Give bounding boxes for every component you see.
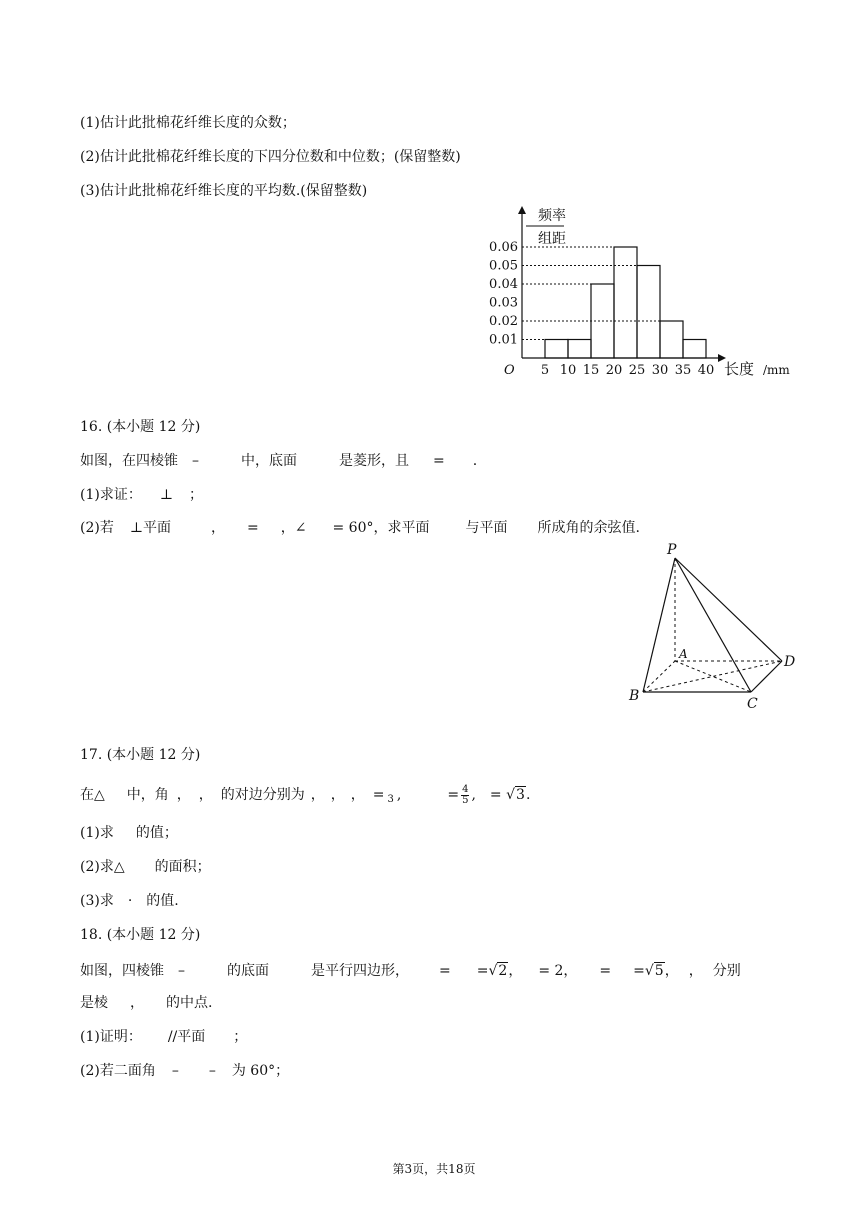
- fraction-1: 3: [387, 794, 394, 805]
- label-c: C: [747, 696, 758, 712]
- sqrt-3: √3: [506, 787, 525, 803]
- histogram-bar: [568, 340, 591, 359]
- q15-part-1: (1)估计此批棉花纤维长度的众数；: [80, 115, 296, 131]
- y-label-numerator: 频率: [538, 208, 566, 224]
- sqrt-5: √5: [644, 963, 664, 979]
- q18-intro-line-1: 如图，四棱锥 – 的底面 是平行四边形， = =√2， = 2， = =√5， ， 分别: [80, 960, 741, 982]
- label-d: D: [784, 654, 796, 670]
- label-p: P: [667, 542, 677, 558]
- y-tick-label: 0.06: [489, 240, 518, 255]
- x-axis-label: 长度: [724, 360, 755, 378]
- histogram-bar: [683, 340, 706, 359]
- y-tick-label: 0.01: [489, 332, 518, 348]
- x-tick-label: 10: [559, 363, 577, 378]
- histogram-bar: [614, 247, 637, 358]
- x-tick-label: 25: [628, 363, 646, 378]
- edge-pd: [675, 558, 782, 661]
- edge-ac: [675, 661, 751, 692]
- fraction-4-5: $\frac{4}{5}$: [462, 783, 469, 806]
- y-tick-label: 0.03: [489, 295, 518, 311]
- histogram-bar: [660, 321, 683, 358]
- q16-part-1: (1)求证： ⊥ ；: [80, 487, 204, 503]
- edge-bd: [643, 661, 782, 692]
- q15-part-3: (3)估计此批棉花纤维长度的平均数.(保留整数): [80, 183, 368, 199]
- q17-header: 17. (本小题 12 分): [80, 747, 201, 763]
- x-tick-label: 40: [697, 363, 715, 378]
- q18-header: 18. (本小题 12 分): [80, 927, 201, 943]
- q18-intro-line-2: 是棱 ， 的中点.: [80, 995, 213, 1011]
- edge-pb: [643, 558, 675, 692]
- x-tick-label: 20: [605, 363, 623, 378]
- histogram-bar: [545, 340, 568, 359]
- q16-intro: 如图，在四棱锥 – 中，底面 是菱形，且 = .: [80, 453, 478, 469]
- histogram-bar: [637, 266, 660, 359]
- q18-part-2: (2)若二面角 – – 为 60°；: [80, 1063, 290, 1079]
- q18-part-1: (1)证明： //平面 ；: [80, 1029, 248, 1045]
- x-tick-label: 35: [674, 363, 692, 378]
- x-tick-label: 15: [582, 363, 600, 378]
- q17-part-2: (2)求△ 的面积；: [80, 859, 211, 875]
- x-axis-unit: /mm: [763, 363, 790, 377]
- q15-part-2: (2)估计此批棉花纤维长度的下四分位数和中位数；(保留整数): [80, 149, 461, 165]
- y-tick-label: 0.05: [489, 258, 518, 274]
- q17-part-1: (1)求 的值；: [80, 825, 178, 841]
- y-tick-label: 0.02: [489, 314, 518, 329]
- q16-part-2: (2)若 ⊥平面 ， = ，∠ = 60°，求平面 与平面 所成角的余弦值.: [80, 520, 640, 536]
- edge-pc: [675, 558, 751, 692]
- edge-ab: [643, 661, 675, 692]
- page-footer: 第3页，共18页: [392, 1162, 476, 1176]
- q17-intro: 在△ 中，角 ， ， 的对边分别为 ， ， ， = 3 , = $\frac{4}{5}$ , = √3.: [80, 783, 531, 806]
- label-a: A: [679, 647, 688, 661]
- q17-part-3: (3)求 · 的值.: [80, 893, 179, 909]
- y-axis-arrow: [518, 206, 526, 214]
- origin-label: O: [504, 363, 515, 378]
- edge-cd: [751, 661, 782, 692]
- y-tick-label: 0.04: [489, 277, 518, 292]
- pyramid-figure: [625, 540, 805, 716]
- x-tick-label: 5: [540, 363, 550, 378]
- label-b: B: [629, 688, 640, 704]
- y-label-denominator: 组距: [538, 231, 566, 247]
- sqrt-2: √2: [488, 963, 508, 979]
- q16-header: 16. (本小题 12 分): [80, 419, 201, 435]
- frequency-histogram: [470, 198, 810, 384]
- x-tick-label: 30: [651, 363, 669, 378]
